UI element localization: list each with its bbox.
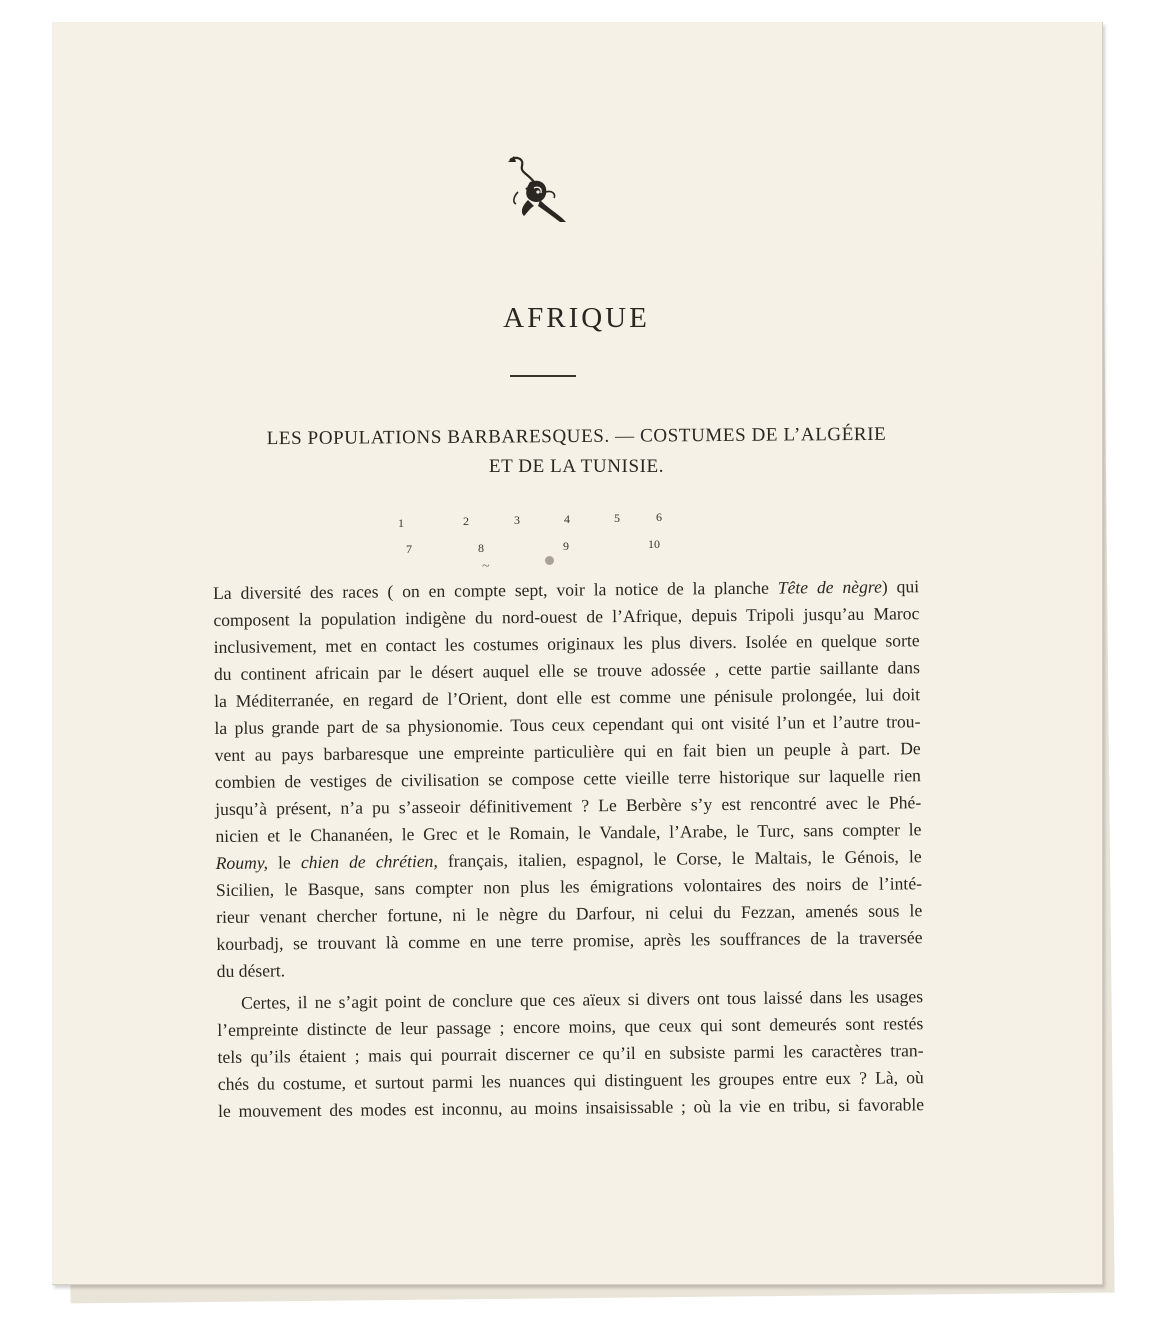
- chimera-vignette-icon: [500, 152, 574, 230]
- paragraph-1-line: Sicilien, le Basque, sans compter non plus les émigrations volontaires des noirs de l’inté-: [215, 873, 923, 900]
- paragraph-2-line: chés du costume, et surtout parmi les nuances qui distinguent les groupes entre eux ? Là, où: [217, 1067, 924, 1094]
- figure-number: 10: [648, 537, 660, 551]
- paragraph-1-line: du désert.: [216, 960, 286, 981]
- paragraph-1-line: inclusivement, met en contact les costumes originaux les plus divers. Isolée en quelque sorte: [213, 630, 920, 657]
- paragraph-1-line: rieur venant chercher fortune, ni le nègre du Darfour, ni celui du Fezzan, amenés sous le: [216, 900, 923, 927]
- ink-spot: [545, 556, 554, 565]
- figure-number: 1: [398, 516, 404, 530]
- ink-mark: ~: [482, 559, 490, 574]
- subtitle-line-1: LES POPULATIONS BARBARESQUES. — COSTUMES DE L’ALGÉRIE: [266, 423, 887, 450]
- page-title: AFRIQUE: [503, 302, 650, 334]
- figure-number: 9: [563, 539, 569, 553]
- body-text: [213, 573, 924, 1125]
- paragraph-1-line: du continent africain par le désert auquel elle se trouve adossée , cette partie saillante dans: [213, 657, 920, 684]
- title-rule: [510, 375, 576, 377]
- paragraph-2-line: Certes, il ne s’agit point de conclure que ces aïeux si divers ont tous laissé dans les usages: [240, 986, 924, 1013]
- subtitle-line-2: ET DE LA TUNISIE.: [488, 456, 665, 477]
- paragraph-1-line: combien de vestiges de civilisation se compose cette vieille terre historique sur laquelle rien: [214, 765, 922, 792]
- paragraph-1-line: jusqu’à présent, n’a pu s’asseoir définitivement ? Le Berbère s’y est rencontré avec le Phé-: [215, 792, 922, 819]
- paragraph-2-line: tels qu’ils étaient ; mais qui pourrait discerner ce qu’il en subsiste parmi les caractères tran-: [217, 1040, 924, 1067]
- figure-number: 5: [614, 511, 620, 525]
- figure-number: 4: [564, 512, 570, 526]
- paragraph-1-line: kourbadj, se trouvant là comme en une terre promise, après les souffrances de la traversée: [216, 927, 923, 954]
- paragraph-2-line: l’empreinte distincte de leur passage ; encore moins, que ceux qui sont demeurés sont restés: [217, 1013, 924, 1040]
- paragraph-1-line: la plus grande part de sa physionomie. Tous ceux cependant qui ont visité l’un et l’autre trou-: [214, 711, 921, 738]
- paragraph-2-line: le mouvement des modes est inconnu, au moins insaisissable ; où la vie en tribu, si favorable: [218, 1094, 925, 1121]
- figure-number: 8: [478, 541, 484, 555]
- figure-number: 2: [463, 514, 469, 528]
- figure-number: 6: [656, 510, 662, 524]
- paragraph-1-line: Roumy, le chien de chrétien, français, italien, espagnol, le Corse, le Maltais, le Génois, le: [215, 846, 922, 873]
- paragraph-1-line: composent la population indigène du nord-ouest de l’Afrique, depuis Tripoli jusqu’au Maroc: [213, 603, 920, 630]
- paragraph-1-line: la Méditerranée, en regard de l’Orient, dont elle est comme une pénisule prolongée, lui doit: [214, 684, 921, 711]
- figure-number: 3: [514, 513, 520, 527]
- paragraph-1-line: nicien et le Chananéen, le Grec et le Romain, le Vandale, l’Arabe, le Turc, sans compter le: [215, 819, 922, 846]
- paragraph-1-line: La diversité des races ( on en compte sept, voir la notice de la planche Tête de nègre) qui: [213, 576, 920, 603]
- paragraph-1-line: vent au pays barbaresque une empreinte particulière qui en fait bien un peuple à part. De: [214, 738, 921, 765]
- figure-number: 7: [406, 542, 412, 556]
